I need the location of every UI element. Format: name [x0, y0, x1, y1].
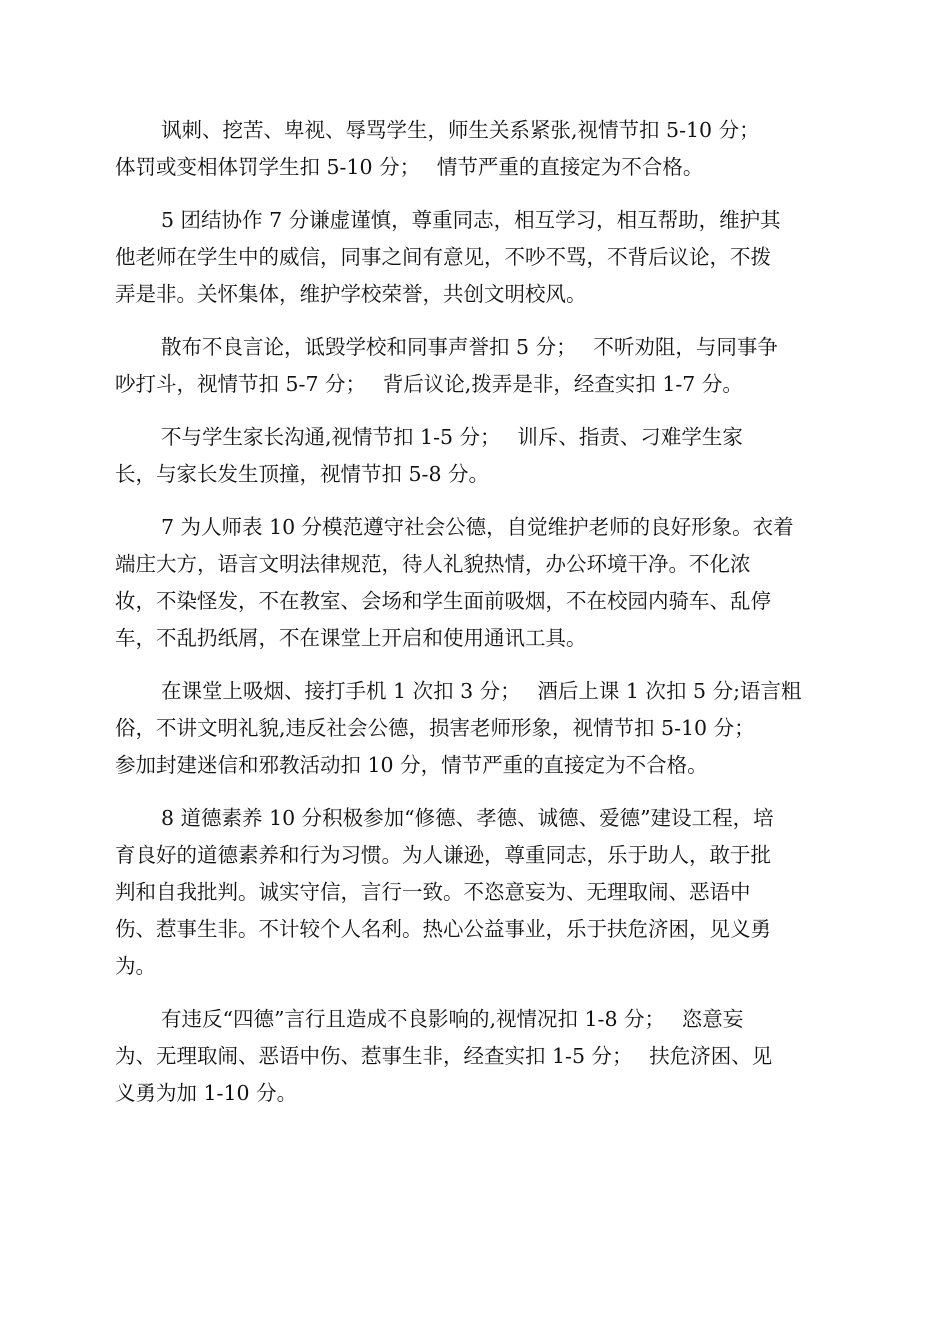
text-line: 俗，不讲文明礼貌,违反社会公德，损害老师形象，视情节扣 5-10 分；	[115, 716, 755, 740]
paragraph-3	[115, 329, 835, 403]
paragraph-7	[115, 800, 835, 985]
text-line: 不与学生家长沟通,视情节扣 1-5 分； 训斥、指责、刁难学生家	[161, 425, 743, 449]
text-line: 7 为人师表 10 分模范遵守社会公德，自觉维护老师的良好形象。衣着	[161, 515, 794, 539]
text-line: 端庄大方，语言文明法律规范，待人礼貌热情，办公环境干净。不化浓	[115, 552, 751, 576]
paragraph-6	[115, 673, 835, 784]
text-line: 判和自我批判。诚实守信，言行一致。不恣意妄为、无理取闹、恶语中	[115, 880, 751, 904]
text-line: 讽刺、挖苦、卑视、辱骂学生，师生关系紧张,视情节扣 5-10 分；	[161, 118, 760, 142]
document-body	[115, 112, 835, 1128]
text-line: 有违反“四德”言行且造成不良影响的,视情况扣 1-8 分； 恣意妄	[161, 1007, 744, 1031]
paragraph-8	[115, 1001, 835, 1112]
text-line: 在课堂上吸烟、接打手机 1 次扣 3 分； 酒后上课 1 次扣 5 分;语言粗	[161, 679, 802, 703]
text-line: 伤、惹事生非。不计较个人名利。热心公益事业，乐于扶危济困，见义勇	[115, 917, 771, 941]
text-line: 义勇为加 1-10 分。	[115, 1081, 298, 1105]
text-line: 参加封建迷信和邪教活动扣 10 分，情节严重的直接定为不合格。	[115, 753, 708, 777]
text-line: 体罚或变相体罚学生扣 5-10 分； 情节严重的直接定为不合格。	[115, 155, 704, 179]
text-line: 他老师在学生中的威信，同事之间有意见，不吵不骂，不背后议论，不拨	[115, 245, 771, 269]
text-line: 5 团结协作 7 分谦虚谨慎，尊重同志，相互学习，相互帮助，维护其	[161, 208, 781, 232]
text-line: 长，与家长发生顶撞，视情节扣 5-8 分。	[115, 462, 490, 486]
paragraph-2	[115, 202, 835, 313]
text-line: 为。	[115, 954, 156, 978]
text-line: 妆，不染怪发，不在教室、会场和学生面前吸烟，不在校园内骑车、乱停	[115, 589, 771, 613]
paragraph-1	[115, 112, 835, 186]
text-line: 吵打斗，视情节扣 5-7 分； 背后议论,拨弄是非，经查实扣 1-7 分。	[115, 372, 743, 396]
text-line: 车，不乱扔纸屑，不在课堂上开启和使用通讯工具。	[115, 626, 587, 650]
text-line: 为、无理取闹、恶语中伤、惹事生非，经查实扣 1-5 分； 扶危济困、见	[115, 1044, 773, 1068]
paragraph-5	[115, 509, 835, 657]
text-line: 育良好的道德素养和行为习惯。为人谦逊，尊重同志，乐于助人，敢于批	[115, 843, 771, 867]
paragraph-4	[115, 419, 835, 493]
text-line: 8 道德素养 10 分积极参加“修德、孝德、诚德、爱德”建设工程，培	[161, 806, 774, 830]
text-line: 弄是非。关怀集体，维护学校荣誉，共创文明校风。	[115, 282, 587, 306]
text-line: 散布不良言论，诋毁学校和同事声誉扣 5 分； 不听劝阻，与同事争	[161, 335, 778, 359]
